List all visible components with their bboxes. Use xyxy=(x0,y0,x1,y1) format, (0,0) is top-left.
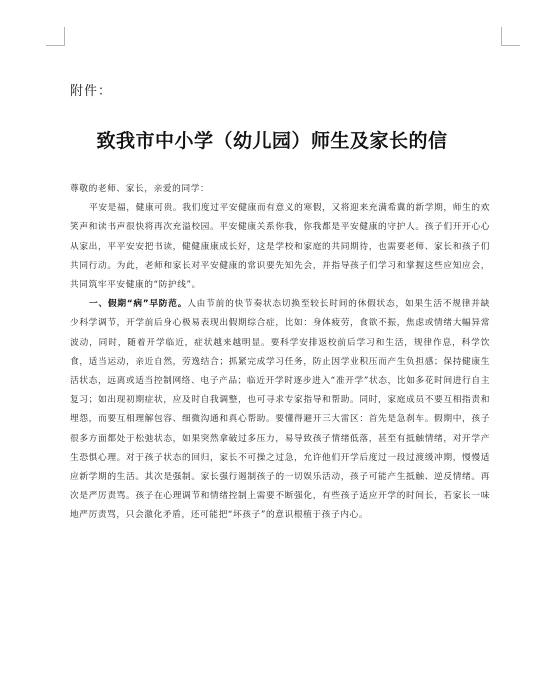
crop-mark-top-right xyxy=(501,27,520,46)
paragraph-intro: 平安是福，健康可贵。我们度过平安健康而有意义的寒假，又将迎来充满希冀的新学期，师生的欢笑声和读书声很快将再次充溢校园。平安健康关系你我，你我都是平安健康的守护人。孩子们开开心心从家出，平平安安把书读，健健康康成长好，这是学校和家庭的共同期待，也需要老师、家长和孩子们共同行动。为此，老师和家长对平安健康的常识要先知先会，并指导孩子们学习和掌握这些应知应会，共同筑牢平安健康的“防护线”。 xyxy=(70,203,490,291)
letter-title: 致我市中小学（幼儿园）师生及家长的信 xyxy=(96,130,448,152)
section-body: 人由节前的快节奏状态切换至较长时间的休假状态，如果生活不规律并缺少科学调节，开学前后身心极易表现出假期综合症，比如：身体疲劳，食欲不振，焦虑或情绪大幅异常波动，同时，随着开学临近，症状越来越明显。要科学安排返校前后学习和生活，规律作息，科学饮食，适当运动，亲近自然，劳逸结合；抓紧完成学习任务，防止因学业积压而产生负担感；保持健康生活状态，远离或适当控制网络、电子产品；临近开学时逐步进入“准开学”状态，比如多花时间进行自主复习；如出现初期症状，应及时自我调整，也可寻求专家指导和帮助。同时，家庭成员不要互相指责和埋怨，而要互相理解包容、细微沟通和真心帮助。要懂得避开三大雷区：首先是急刹车。假期中，孩子很多方面都处于松弛状态，如果突然拿破过多压力，易导致孩子情绪低落，甚至有抵触情绪，对开学产生恐惧心理。对于孩子状态的回归，家长不可操之过急，允许他们开学后度过一段过渡缓冲期，慢慢适应新学期的生活。其次是强制。家长强行遏制孩子的一切娱乐活动，孩子可能产生抵触、逆反情绪。再次是严厉责骂。孩子在心理调节和情绪控制上需要不断强化，有些孩子适应开学的时间长，若家长一味地严厉责骂，只会激化矛盾，还可能把“坏孩子”的意识根植于孩子内心。 xyxy=(70,299,490,521)
letter-body xyxy=(70,180,490,526)
section-heading: 一、假期“病”早防范。 xyxy=(89,299,188,310)
paragraph-holiday-illness xyxy=(70,295,490,525)
attachment-label: 附件： xyxy=(70,84,113,99)
crop-mark-top-left xyxy=(46,27,65,46)
salutation: 尊敬的老师、家长，亲爱的同学： xyxy=(70,184,210,194)
